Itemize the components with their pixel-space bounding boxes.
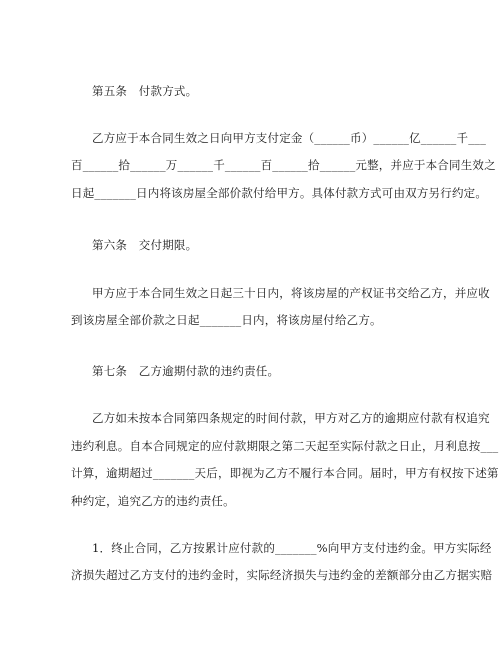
article-6-heading: 第六条 交付期限。 [92,238,198,252]
article-5-paragraph-line-1: 乙方应于本合同生效之日向甲方支付定金（______币）______亿______千___ [92,131,487,145]
article-7-paragraph-line-4: 种约定，追究乙方的违约责任。 [71,494,235,508]
article-7-paragraph-line-3: 计算，逾期超过_______天后，即视为乙方不履行本合同。届时，甲方有权按下述第 [71,466,499,480]
article-5-heading: 第五条 付款方式。 [92,84,198,98]
article-6-paragraph-line-2: 到该房屋全部价款之日起_______日内，将该房屋付给乙方。 [71,313,382,327]
article-5-paragraph-line-3: 日起_______日内将该房屋全部价款付给甲方。具体付款方式可由双方另行约定。 [71,186,488,200]
article-7-heading: 第七条 乙方逾期付款的违约责任。 [92,364,280,378]
article-7-item-1-line-1: 1．终止合同，乙方按累计应付款的_______%向甲方支付违约金。甲方实际经 [92,541,492,555]
article-5-paragraph-line-2: 百______拾______万______千______百______拾______元整，并应于本合同生效之 [71,158,496,172]
article-7-paragraph-line-2: 违约利息。自本合同规定的应付款期限之第二天起至实际付款之日止，月利息按___ [71,439,499,453]
article-7-item-1-line-2: 济损失超过乙方支付的违约金时，实际经济损失与违约金的差额部分由乙方据实赔 [71,568,493,582]
article-6-paragraph-line-1: 甲方应于本合同生效之日起三十日内，将该房屋的产权证书交给乙方，并应收 [92,286,490,300]
article-7-paragraph-line-1: 乙方如未按本合同第四条规定的时间付款，甲方对乙方的逾期应付款有权追究 [92,411,490,425]
